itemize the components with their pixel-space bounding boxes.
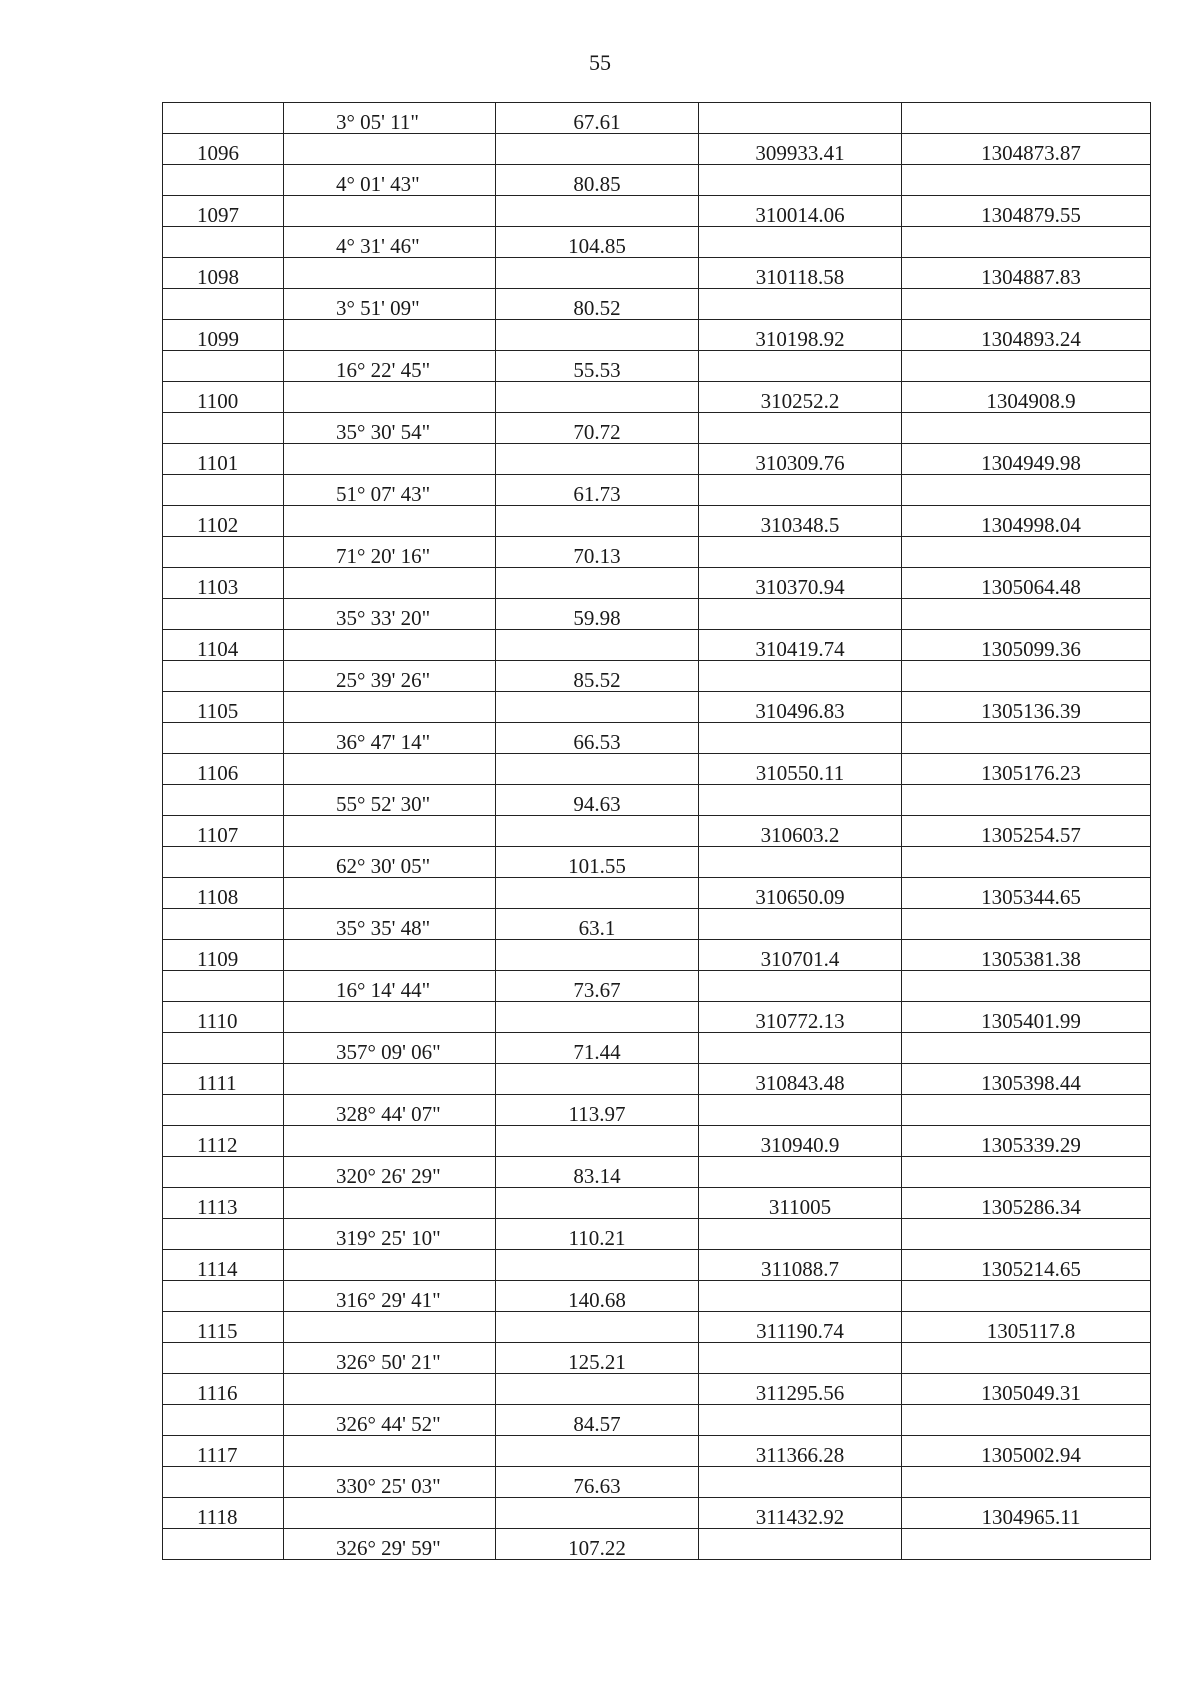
distance-cell	[496, 630, 699, 661]
bearing-cell	[284, 258, 496, 289]
table-row	[163, 165, 1151, 196]
northing-cell: 1305286.34	[902, 1188, 1151, 1219]
table-row	[163, 1250, 1151, 1281]
distance-cell: 66.53	[496, 723, 699, 754]
distance-cell: 104.85	[496, 227, 699, 258]
station-cell	[163, 537, 284, 568]
station-cell	[163, 661, 284, 692]
page-number: 55	[589, 50, 611, 75]
northing-cell	[902, 599, 1151, 630]
station-cell: 1100	[163, 382, 284, 413]
bearing-cell	[284, 1064, 496, 1095]
northing-cell	[902, 1219, 1151, 1250]
bearing-cell	[284, 692, 496, 723]
easting-cell: 310118.58	[699, 258, 902, 289]
easting-cell	[699, 537, 902, 568]
table-row	[163, 1436, 1151, 1467]
distance-cell: 107.22	[496, 1529, 699, 1560]
easting-cell: 310419.74	[699, 630, 902, 661]
bearing-cell	[284, 816, 496, 847]
distance-cell: 85.52	[496, 661, 699, 692]
easting-cell: 310014.06	[699, 196, 902, 227]
table-row	[163, 103, 1151, 134]
easting-cell: 310198.92	[699, 320, 902, 351]
table-row	[163, 909, 1151, 940]
station-cell: 1116	[163, 1374, 284, 1405]
table-row	[163, 1219, 1151, 1250]
bearing-cell: 357° 09' 06"	[284, 1033, 496, 1064]
bearing-cell	[284, 940, 496, 971]
easting-cell: 311190.74	[699, 1312, 902, 1343]
easting-cell	[699, 599, 902, 630]
northing-cell: 1304887.83	[902, 258, 1151, 289]
table-row	[163, 1126, 1151, 1157]
table-row	[163, 382, 1151, 413]
bearing-cell	[284, 878, 496, 909]
northing-cell: 1305176.23	[902, 754, 1151, 785]
station-cell	[163, 165, 284, 196]
easting-cell	[699, 351, 902, 382]
station-cell	[163, 909, 284, 940]
station-cell: 1111	[163, 1064, 284, 1095]
northing-cell: 1305398.44	[902, 1064, 1151, 1095]
northing-cell	[902, 1033, 1151, 1064]
distance-cell	[496, 816, 699, 847]
station-cell	[163, 1529, 284, 1560]
bearing-cell: 4° 01' 43"	[284, 165, 496, 196]
bearing-cell: 35° 35' 48"	[284, 909, 496, 940]
distance-cell: 63.1	[496, 909, 699, 940]
easting-cell	[699, 1219, 902, 1250]
distance-cell	[496, 506, 699, 537]
distance-cell: 67.61	[496, 103, 699, 134]
distance-cell	[496, 1002, 699, 1033]
northing-cell	[902, 1405, 1151, 1436]
table-row	[163, 630, 1151, 661]
table-row	[163, 1002, 1151, 1033]
station-cell	[163, 1095, 284, 1126]
distance-cell: 73.67	[496, 971, 699, 1002]
bearing-cell: 35° 33' 20"	[284, 599, 496, 630]
bearing-cell: 3° 51' 09"	[284, 289, 496, 320]
station-cell: 1109	[163, 940, 284, 971]
station-cell	[163, 103, 284, 134]
northing-cell	[902, 165, 1151, 196]
bearing-cell	[284, 1498, 496, 1529]
northing-cell: 1304965.11	[902, 1498, 1151, 1529]
station-cell	[163, 1219, 284, 1250]
bearing-cell	[284, 1436, 496, 1467]
northing-cell: 1305381.38	[902, 940, 1151, 971]
northing-cell: 1304893.24	[902, 320, 1151, 351]
table-row	[163, 661, 1151, 692]
survey-coordinates-table	[162, 102, 1151, 1560]
northing-cell	[902, 1157, 1151, 1188]
table-body	[163, 103, 1151, 1560]
table-row	[163, 1529, 1151, 1560]
distance-cell	[496, 1312, 699, 1343]
table-row	[163, 1374, 1151, 1405]
table-row	[163, 506, 1151, 537]
northing-cell: 1305344.65	[902, 878, 1151, 909]
bearing-cell	[284, 1126, 496, 1157]
distance-cell: 113.97	[496, 1095, 699, 1126]
station-cell	[163, 599, 284, 630]
station-cell: 1102	[163, 506, 284, 537]
station-cell: 1098	[163, 258, 284, 289]
northing-cell	[902, 351, 1151, 382]
northing-cell	[902, 1529, 1151, 1560]
station-cell: 1096	[163, 134, 284, 165]
easting-cell: 311005	[699, 1188, 902, 1219]
northing-cell: 1304949.98	[902, 444, 1151, 475]
northing-cell	[902, 227, 1151, 258]
easting-cell	[699, 909, 902, 940]
bearing-cell: 16° 22' 45"	[284, 351, 496, 382]
table-row	[163, 1312, 1151, 1343]
bearing-cell: 16° 14' 44"	[284, 971, 496, 1002]
table-row	[163, 940, 1151, 971]
distance-cell	[496, 1064, 699, 1095]
station-cell	[163, 1281, 284, 1312]
station-cell: 1105	[163, 692, 284, 723]
easting-cell	[699, 103, 902, 134]
table-row	[163, 1467, 1151, 1498]
bearing-cell	[284, 754, 496, 785]
distance-cell: 84.57	[496, 1405, 699, 1436]
easting-cell: 311366.28	[699, 1436, 902, 1467]
distance-cell	[496, 1374, 699, 1405]
northing-cell	[902, 785, 1151, 816]
bearing-cell	[284, 382, 496, 413]
northing-cell: 1305339.29	[902, 1126, 1151, 1157]
bearing-cell	[284, 630, 496, 661]
station-cell: 1108	[163, 878, 284, 909]
bearing-cell: 319° 25' 10"	[284, 1219, 496, 1250]
easting-cell: 310550.11	[699, 754, 902, 785]
table-row	[163, 847, 1151, 878]
easting-cell	[699, 1529, 902, 1560]
station-cell	[163, 351, 284, 382]
distance-cell	[496, 320, 699, 351]
northing-cell: 1304908.9	[902, 382, 1151, 413]
distance-cell: 110.21	[496, 1219, 699, 1250]
bearing-cell	[284, 568, 496, 599]
easting-cell	[699, 1095, 902, 1126]
table-row	[163, 1188, 1151, 1219]
table-row	[163, 785, 1151, 816]
northing-cell: 1304879.55	[902, 196, 1151, 227]
distance-cell: 101.55	[496, 847, 699, 878]
distance-cell	[496, 1188, 699, 1219]
bearing-cell: 316° 29' 41"	[284, 1281, 496, 1312]
northing-cell	[902, 1467, 1151, 1498]
station-cell	[163, 971, 284, 1002]
northing-cell	[902, 723, 1151, 754]
easting-cell: 310940.9	[699, 1126, 902, 1157]
station-cell	[163, 847, 284, 878]
table-row	[163, 692, 1151, 723]
northing-cell	[902, 475, 1151, 506]
northing-cell	[902, 661, 1151, 692]
distance-cell: 76.63	[496, 1467, 699, 1498]
bearing-cell	[284, 506, 496, 537]
northing-cell: 1305214.65	[902, 1250, 1151, 1281]
table-row	[163, 537, 1151, 568]
bearing-cell	[284, 1188, 496, 1219]
easting-cell: 310496.83	[699, 692, 902, 723]
table-row	[163, 1033, 1151, 1064]
station-cell: 1117	[163, 1436, 284, 1467]
easting-cell	[699, 165, 902, 196]
table-row	[163, 1064, 1151, 1095]
bearing-cell: 36° 47' 14"	[284, 723, 496, 754]
table-row	[163, 568, 1151, 599]
bearing-cell	[284, 320, 496, 351]
bearing-cell: 55° 52' 30"	[284, 785, 496, 816]
distance-cell: 140.68	[496, 1281, 699, 1312]
table-row	[163, 723, 1151, 754]
easting-cell	[699, 661, 902, 692]
table-row	[163, 227, 1151, 258]
distance-cell	[496, 1126, 699, 1157]
station-cell: 1101	[163, 444, 284, 475]
northing-cell: 1305136.39	[902, 692, 1151, 723]
distance-cell: 55.53	[496, 351, 699, 382]
station-cell: 1113	[163, 1188, 284, 1219]
northing-cell	[902, 537, 1151, 568]
station-cell: 1115	[163, 1312, 284, 1343]
easting-cell: 310701.4	[699, 940, 902, 971]
table-row	[163, 754, 1151, 785]
distance-cell	[496, 196, 699, 227]
easting-cell: 309933.41	[699, 134, 902, 165]
distance-cell: 94.63	[496, 785, 699, 816]
bearing-cell: 328° 44' 07"	[284, 1095, 496, 1126]
table-row	[163, 878, 1151, 909]
easting-cell: 311432.92	[699, 1498, 902, 1529]
table-row	[163, 1157, 1151, 1188]
table-row	[163, 1343, 1151, 1374]
table-row	[163, 1281, 1151, 1312]
northing-cell: 1305254.57	[902, 816, 1151, 847]
station-cell	[163, 289, 284, 320]
easting-cell	[699, 1467, 902, 1498]
table-row	[163, 258, 1151, 289]
bearing-cell	[284, 1250, 496, 1281]
northing-cell: 1304998.04	[902, 506, 1151, 537]
bearing-cell: 330° 25' 03"	[284, 1467, 496, 1498]
station-cell: 1112	[163, 1126, 284, 1157]
station-cell	[163, 1467, 284, 1498]
station-cell	[163, 785, 284, 816]
easting-cell	[699, 723, 902, 754]
distance-cell	[496, 878, 699, 909]
northing-cell: 1305099.36	[902, 630, 1151, 661]
station-cell	[163, 1033, 284, 1064]
distance-cell	[496, 134, 699, 165]
distance-cell	[496, 692, 699, 723]
bearing-cell	[284, 134, 496, 165]
distance-cell: 70.13	[496, 537, 699, 568]
distance-cell: 61.73	[496, 475, 699, 506]
northing-cell: 1305117.8	[902, 1312, 1151, 1343]
station-cell	[163, 1343, 284, 1374]
distance-cell	[496, 258, 699, 289]
distance-cell: 71.44	[496, 1033, 699, 1064]
distance-cell	[496, 444, 699, 475]
bearing-cell: 3° 05' 11"	[284, 103, 496, 134]
station-cell	[163, 413, 284, 444]
easting-cell	[699, 971, 902, 1002]
distance-cell: 125.21	[496, 1343, 699, 1374]
northing-cell	[902, 413, 1151, 444]
easting-cell: 310650.09	[699, 878, 902, 909]
distance-cell	[496, 1250, 699, 1281]
table-row	[163, 134, 1151, 165]
bearing-cell: 320° 26' 29"	[284, 1157, 496, 1188]
station-cell: 1118	[163, 1498, 284, 1529]
distance-cell: 80.52	[496, 289, 699, 320]
easting-cell: 311295.56	[699, 1374, 902, 1405]
easting-cell: 310843.48	[699, 1064, 902, 1095]
table-row	[163, 599, 1151, 630]
northing-cell	[902, 847, 1151, 878]
station-cell	[163, 1157, 284, 1188]
northing-cell	[902, 289, 1151, 320]
easting-cell	[699, 289, 902, 320]
station-cell: 1106	[163, 754, 284, 785]
distance-cell	[496, 568, 699, 599]
easting-cell	[699, 1343, 902, 1374]
easting-cell: 310348.5	[699, 506, 902, 537]
easting-cell	[699, 785, 902, 816]
northing-cell	[902, 103, 1151, 134]
station-cell: 1110	[163, 1002, 284, 1033]
station-cell	[163, 475, 284, 506]
bearing-cell: 51° 07' 43"	[284, 475, 496, 506]
distance-cell	[496, 1436, 699, 1467]
table-row	[163, 289, 1151, 320]
northing-cell: 1304873.87	[902, 134, 1151, 165]
northing-cell: 1305064.48	[902, 568, 1151, 599]
easting-cell	[699, 227, 902, 258]
easting-cell: 310603.2	[699, 816, 902, 847]
bearing-cell: 326° 29' 59"	[284, 1529, 496, 1560]
distance-cell: 59.98	[496, 599, 699, 630]
table-row	[163, 320, 1151, 351]
distance-cell: 80.85	[496, 165, 699, 196]
table-row	[163, 196, 1151, 227]
bearing-cell: 25° 39' 26"	[284, 661, 496, 692]
easting-cell: 311088.7	[699, 1250, 902, 1281]
easting-cell	[699, 413, 902, 444]
distance-cell	[496, 1498, 699, 1529]
northing-cell	[902, 1281, 1151, 1312]
easting-cell	[699, 1405, 902, 1436]
northing-cell: 1305049.31	[902, 1374, 1151, 1405]
easting-cell	[699, 1157, 902, 1188]
northing-cell	[902, 971, 1151, 1002]
station-cell: 1103	[163, 568, 284, 599]
distance-cell: 83.14	[496, 1157, 699, 1188]
station-cell: 1104	[163, 630, 284, 661]
bearing-cell	[284, 1312, 496, 1343]
northing-cell: 1305002.94	[902, 1436, 1151, 1467]
bearing-cell	[284, 1374, 496, 1405]
easting-cell: 310309.76	[699, 444, 902, 475]
distance-cell	[496, 382, 699, 413]
bearing-cell	[284, 444, 496, 475]
easting-cell	[699, 847, 902, 878]
station-cell	[163, 1405, 284, 1436]
bearing-cell: 35° 30' 54"	[284, 413, 496, 444]
bearing-cell	[284, 196, 496, 227]
bearing-cell: 326° 44' 52"	[284, 1405, 496, 1436]
northing-cell	[902, 1095, 1151, 1126]
table-row	[163, 971, 1151, 1002]
easting-cell	[699, 475, 902, 506]
station-cell: 1107	[163, 816, 284, 847]
table-row	[163, 1095, 1151, 1126]
easting-cell	[699, 1033, 902, 1064]
table-row	[163, 413, 1151, 444]
northing-cell	[902, 909, 1151, 940]
bearing-cell: 62° 30' 05"	[284, 847, 496, 878]
table-row	[163, 444, 1151, 475]
station-cell: 1099	[163, 320, 284, 351]
station-cell	[163, 227, 284, 258]
northing-cell: 1305401.99	[902, 1002, 1151, 1033]
northing-cell	[902, 1343, 1151, 1374]
station-cell: 1097	[163, 196, 284, 227]
easting-cell	[699, 1281, 902, 1312]
easting-cell: 310772.13	[699, 1002, 902, 1033]
easting-cell: 310252.2	[699, 382, 902, 413]
table-row	[163, 1405, 1151, 1436]
distance-cell	[496, 754, 699, 785]
bearing-cell: 71° 20' 16"	[284, 537, 496, 568]
distance-cell: 70.72	[496, 413, 699, 444]
station-cell: 1114	[163, 1250, 284, 1281]
easting-cell: 310370.94	[699, 568, 902, 599]
distance-cell	[496, 940, 699, 971]
bearing-cell: 4° 31' 46"	[284, 227, 496, 258]
table-row	[163, 475, 1151, 506]
bearing-cell: 326° 50' 21"	[284, 1343, 496, 1374]
station-cell	[163, 723, 284, 754]
table-row	[163, 351, 1151, 382]
bearing-cell	[284, 1002, 496, 1033]
table-row	[163, 816, 1151, 847]
table-row	[163, 1498, 1151, 1529]
